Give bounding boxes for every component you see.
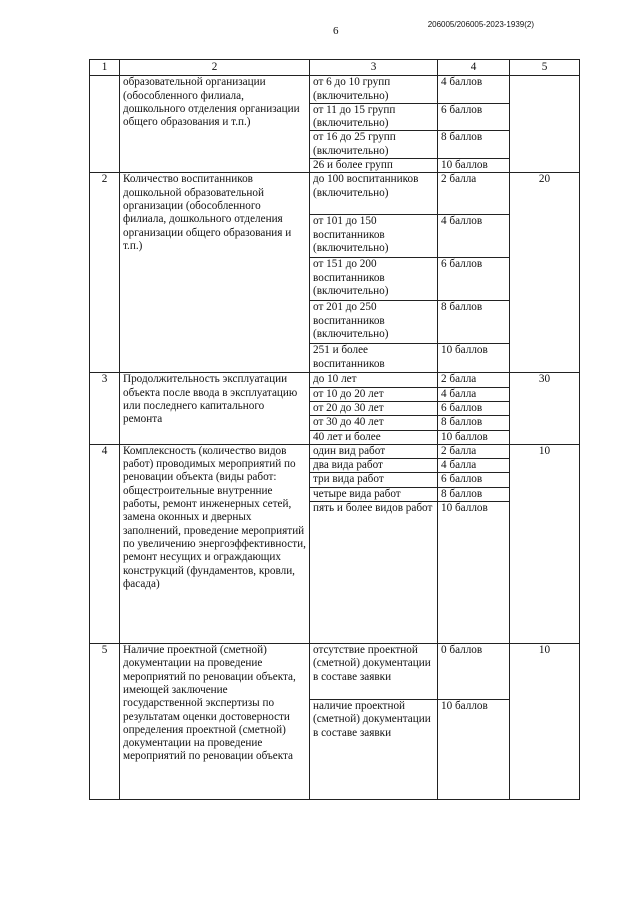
option-range: от 30 до 40 лет	[310, 416, 438, 430]
criterion-text: Количество воспитанников дошкольной образовательной организации (обособленного филиала, дошкольного отделения организации общего образования и т.п.)	[120, 173, 310, 373]
option-score: 0 баллов	[438, 644, 510, 700]
option-score: 10 баллов	[438, 344, 510, 373]
option-score: 4 балла	[438, 387, 510, 401]
option-range: три вида работ	[310, 473, 438, 487]
column-header: 4	[438, 60, 510, 76]
option-score: 10 баллов	[438, 430, 510, 444]
option-range: пять и более видов работ	[310, 502, 438, 644]
option-range: от 151 до 200 воспитанников (включительно)	[310, 258, 438, 301]
criterion-text: Продолжительность эксплуатации объекта после ввода в эксплуатацию или последнего капитального ремонта	[120, 373, 310, 444]
option-score: 10 баллов	[438, 502, 510, 644]
option-range: один вид работ	[310, 444, 438, 458]
table-row	[90, 373, 580, 387]
page-number: 6	[333, 25, 339, 37]
column-header: 5	[510, 60, 580, 76]
option-score: 8 баллов	[438, 131, 510, 159]
option-range: до 100 воспитанников (включительно)	[310, 173, 438, 215]
option-score: 4 баллов	[438, 76, 510, 104]
table-row	[90, 444, 580, 458]
option-range: от 10 до 20 лет	[310, 387, 438, 401]
option-range: четыре вида работ	[310, 487, 438, 501]
criterion-weight: 10	[510, 644, 580, 800]
option-range: от 16 до 25 групп (включительно)	[310, 131, 438, 159]
column-header: 2	[120, 60, 310, 76]
option-score: 6 баллов	[438, 401, 510, 415]
criterion-weight: 30	[510, 373, 580, 444]
criterion-weight	[510, 76, 580, 173]
option-score: 4 баллов	[438, 215, 510, 258]
option-range: от 201 до 250 воспитанников (включительно)	[310, 301, 438, 344]
option-range: от 6 до 10 групп (включительно)	[310, 76, 438, 104]
column-header: 1	[90, 60, 120, 76]
option-range: от 11 до 15 групп (включительно)	[310, 103, 438, 131]
option-range: два вида работ	[310, 459, 438, 473]
column-header: 3	[310, 60, 438, 76]
option-score: 2 балла	[438, 373, 510, 387]
option-score: 6 баллов	[438, 258, 510, 301]
row-number: 2	[90, 173, 120, 373]
option-score: 8 баллов	[438, 416, 510, 430]
option-score: 2 балла	[438, 173, 510, 215]
document-code: 206005/206005-2023-1939(2)	[427, 20, 534, 29]
row-number	[90, 76, 120, 173]
option-score: 2 балла	[438, 444, 510, 458]
option-range: наличие проектной (сметной) документации в составе заявки	[310, 700, 438, 800]
option-range: от 20 до 30 лет	[310, 401, 438, 415]
option-score: 8 баллов	[438, 301, 510, 344]
option-range: до 10 лет	[310, 373, 438, 387]
criterion-weight: 20	[510, 173, 580, 373]
criterion-text: Комплексность (количество видов работ) проводимых мероприятий по реновации объекта (виды работ: общестроительные внутренние работы, ремонт инженерных сетей, замена оконных и дверных заполнений, проведение мероприятий по увеличению энергоэффективности, ремонт несущих и ограждающих конструкций (фундаментов, кровли, фасада)	[120, 444, 310, 643]
option-range: от 101 до 150 воспитанников (включительно)	[310, 215, 438, 258]
option-range: отсутствие проектной (сметной) документации в составе заявки	[310, 644, 438, 700]
table-row	[90, 644, 580, 700]
row-number: 5	[90, 644, 120, 800]
criteria-table	[89, 59, 580, 800]
criterion-text: образовательной организации (обособленного филиала, дошкольного отделения организации общего образования и т.п.)	[120, 76, 310, 173]
table-row	[90, 173, 580, 215]
table-row	[90, 76, 580, 104]
option-range: 26 и более групп	[310, 159, 438, 173]
column-header-row	[90, 60, 580, 76]
option-score: 10 баллов	[438, 700, 510, 800]
criterion-weight: 10	[510, 444, 580, 643]
option-score: 4 балла	[438, 459, 510, 473]
option-score: 8 баллов	[438, 487, 510, 501]
criterion-text: Наличие проектной (сметной) документации на проведение мероприятий по реновации объекта, имеющей заключение государственной экспертизы по результатам оценки достоверности определения проектной (сметной) документации на проведение мероприятий по реновации объекта	[120, 644, 310, 800]
row-number: 4	[90, 444, 120, 643]
option-range: 40 лет и более	[310, 430, 438, 444]
option-range: 251 и более воспитанников	[310, 344, 438, 373]
option-score: 10 баллов	[438, 159, 510, 173]
option-score: 6 баллов	[438, 103, 510, 131]
row-number: 3	[90, 373, 120, 444]
option-score: 6 баллов	[438, 473, 510, 487]
